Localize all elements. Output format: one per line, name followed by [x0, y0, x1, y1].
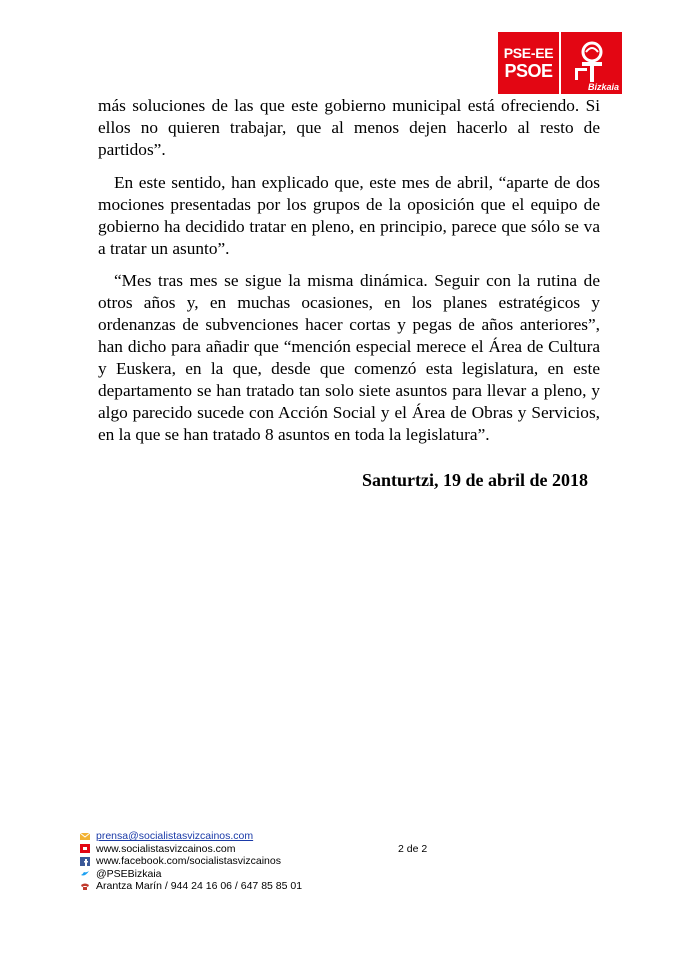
email-link[interactable]: prensa@socialistasvizcainos.com [96, 830, 254, 842]
footer-phone-row [80, 880, 302, 893]
logo-line1: PSE-EE [503, 45, 554, 61]
envelope-icon [80, 832, 90, 841]
logo-text-block [498, 32, 559, 94]
footer-facebook-row [80, 855, 302, 868]
website-link[interactable]: www.socialistasvizcainos.com [96, 842, 236, 855]
party-logo [498, 32, 622, 94]
footer-email-row [80, 830, 302, 843]
paragraph-1: más soluciones de las que este gobierno municipal está ofreciendo. Si ellos no quieren trabajar, que al menos dejen hacerlo al resto de partidos”. [98, 96, 600, 159]
page-number: 2 de 2 [398, 843, 428, 855]
twitter-handle[interactable]: @PSEBizkaia [96, 867, 162, 880]
contact-footer [80, 830, 302, 893]
phone-icon [80, 882, 90, 891]
footer-twitter-row [80, 868, 302, 881]
phone-contact: Arantza Marín / 944 24 16 06 / 647 85 85 01 [96, 880, 303, 892]
facebook-icon [80, 857, 90, 866]
website-icon [80, 844, 90, 853]
signoff-date: Santurtzi, 19 de abril de 2018 [362, 470, 589, 490]
twitter-icon [80, 869, 90, 878]
logo-line2: PSOE [504, 61, 553, 81]
paragraph-2: En este sentido, han explicado que, este mes de abril, “aparte de dos mociones presentadas por los grupos de la oposición que el equipo de gobierno ha decidido tratar en pleno, en principio, parece que sólo se va a tratar un asunto”. [98, 173, 600, 258]
paragraph-3: “Mes tras mes se sigue la misma dinámica. Seguir con la rutina de otros años y, en muchas ocasiones, en los planes estratégicos y ordenanzas de subvenciones hacer cortas y pegas de años anteriores”, han dicho para añadir que “mención especial merece el Área de Cultura y Euskera, en la que, desde que comenzó esta legislatura, en este departamento se han tratado tan solo siete asuntos para llevar a pleno, y algo parecido sucede con Acción Social y el Área de Obras y Servicios, en la que se han tratado 8 asuntos en toda la legislatura”. [98, 271, 600, 444]
rose-emblem-icon [561, 32, 622, 94]
facebook-link[interactable]: www.facebook.com/socialistasvizcainos [96, 855, 281, 867]
logo-region: Bizkaia [587, 82, 619, 92]
footer-website-row [80, 843, 302, 856]
